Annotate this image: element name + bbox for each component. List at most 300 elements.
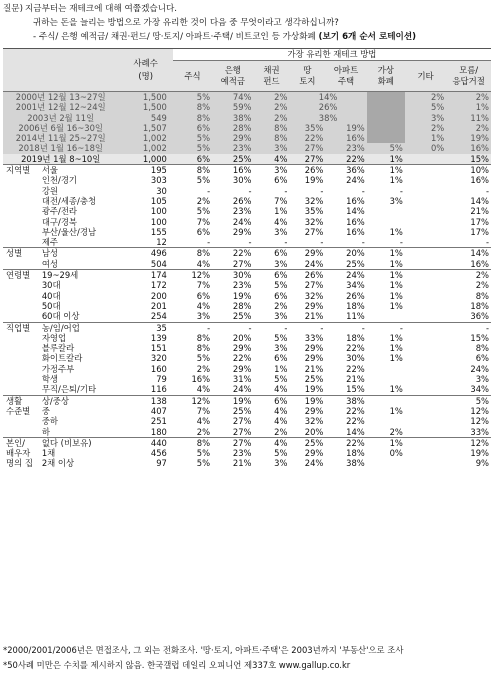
row-value: 16%	[346, 226, 365, 237]
row-value	[367, 217, 405, 227]
row-value: -	[248, 237, 252, 248]
row-value: 32%	[304, 416, 324, 427]
row-value	[405, 322, 446, 333]
past-survey-label: 2003년 2월 11일	[3, 113, 118, 123]
row-value: -	[320, 185, 324, 196]
row-sample: 79	[156, 374, 167, 385]
row-value: 2%	[475, 280, 489, 291]
current-survey-value: 1%	[367, 154, 405, 165]
row-value: 31%	[232, 374, 252, 385]
row-value: 14%	[446, 248, 491, 259]
table-row	[3, 270, 491, 281]
row-label: 광주/전라	[41, 206, 78, 217]
row-sample: 504	[150, 258, 167, 269]
row-value	[367, 374, 405, 384]
past-survey-label: 2006년 6월 16~30일	[3, 123, 118, 133]
past-survey-value: 2%	[446, 123, 491, 133]
row-value: 4%	[196, 416, 211, 427]
row-value: 7%	[274, 195, 288, 206]
row-value: 4%	[274, 384, 288, 395]
current-survey-value: 22%	[325, 154, 366, 165]
row-value: 5%	[196, 353, 211, 364]
row-value: 17%	[470, 216, 489, 227]
past-survey-value: 8%	[253, 123, 289, 133]
row-value: 24%	[304, 258, 324, 269]
footnote-2: *50사례 미만은 수치를 제시하지 않음. 한국갤럽 데일리 오피니언 제337호 www.gallup.co.kr	[3, 660, 351, 670]
row-value: 1%	[389, 405, 403, 416]
row-value: -	[361, 185, 365, 196]
header-col-6: 기타	[405, 61, 446, 92]
row-value: 3%	[475, 374, 489, 385]
row-value: 2%	[446, 270, 491, 281]
row-value: -	[289, 322, 325, 333]
past-survey-sample: 1,002	[118, 143, 172, 153]
row-value: 5%	[446, 395, 491, 406]
past-survey-value: 5%	[367, 143, 405, 153]
row-sample: 12	[156, 237, 167, 248]
row-value: -	[446, 322, 491, 333]
row-value: 29%	[289, 248, 325, 259]
row-sample: 151	[150, 343, 167, 354]
row-value	[405, 280, 446, 290]
row-value	[405, 437, 446, 448]
row-value: 3%	[274, 258, 288, 269]
row-value: -	[207, 185, 211, 196]
past-survey-value: 8%	[173, 102, 212, 112]
past-survey-value: 5%	[405, 102, 446, 112]
row-value: 5%	[196, 206, 211, 217]
row-value	[367, 395, 405, 406]
row-value: 26%	[289, 165, 325, 176]
current-survey-value: 25%	[212, 154, 253, 165]
row-value: 26%	[289, 270, 325, 281]
row-value: 11%	[346, 311, 365, 322]
row-value: 4%	[253, 437, 289, 448]
header-group-title: 가장 유리한 재테크 방법	[173, 49, 491, 61]
row-value: 3%	[274, 226, 288, 237]
past-survey-realestate: 14%	[289, 92, 366, 103]
table-row	[3, 186, 491, 196]
row-value	[405, 343, 446, 353]
row-value	[405, 384, 446, 395]
row-value: 4%	[274, 216, 288, 227]
row-value: 19%	[212, 395, 253, 406]
row-value: 1%	[389, 353, 403, 364]
table-row	[3, 437, 491, 448]
row-value	[405, 248, 446, 259]
row-value: 6%	[274, 353, 288, 364]
row-value: 1%	[274, 206, 288, 217]
row-value: 24%	[232, 384, 252, 395]
row-value: 6%	[475, 353, 489, 364]
row-sample: 160	[150, 363, 167, 374]
row-value: 1%	[389, 332, 403, 343]
row-value: 24%	[470, 363, 489, 374]
row-value: 20%	[232, 332, 252, 343]
past-survey-value: 59%	[212, 102, 253, 112]
row-value	[367, 206, 405, 216]
row-sample: 116	[150, 384, 167, 395]
row-label: 2채 이상	[41, 458, 75, 469]
question-line1: 지금부터는 재테크에 대해 여쭙겠습니다.	[24, 4, 178, 14]
row-label: 중	[41, 405, 50, 416]
current-survey-label: 2019년 1월 8~10일	[3, 154, 118, 165]
row-value: 30%	[232, 175, 252, 186]
row-value: 12%	[173, 395, 212, 406]
row-value: 1%	[367, 270, 405, 281]
past-survey-value: 35%	[289, 123, 325, 133]
header-col-1: 은행 예적금	[212, 61, 253, 92]
row-value: 4%	[196, 300, 211, 311]
row-value: 6%	[274, 290, 288, 301]
table-row	[3, 248, 491, 259]
current-survey-value: 6%	[173, 154, 212, 165]
row-label: 화이트칼라	[41, 353, 83, 364]
past-survey-row	[3, 102, 491, 112]
row-value: 19%	[304, 175, 324, 186]
row-value: 29%	[304, 353, 324, 364]
row-value: -	[325, 322, 366, 333]
row-value: 18%	[346, 448, 365, 459]
header-sample	[118, 49, 172, 92]
table-row	[3, 301, 491, 311]
row-value: 1%	[389, 280, 403, 291]
row-value	[405, 364, 446, 374]
row-value: 16%	[470, 258, 489, 269]
table-row	[3, 322, 491, 333]
group-label: 성별	[3, 248, 38, 270]
row-value: 21%	[232, 458, 252, 469]
past-survey-value: 2%	[405, 92, 446, 103]
row-value: 27%	[232, 258, 252, 269]
row-value	[405, 270, 446, 281]
header-col-2: 채권 펀드	[253, 61, 289, 92]
row-value: 5%	[196, 448, 211, 459]
row-sample: 496	[118, 248, 172, 259]
row-value: 5%	[274, 448, 288, 459]
row-label: 대구/경북	[41, 216, 78, 227]
past-survey-value: 1%	[446, 102, 491, 112]
current-survey-row	[3, 154, 491, 165]
past-survey-value: 16%	[446, 143, 491, 153]
row-value: 22%	[346, 405, 365, 416]
row-value: 26%	[346, 290, 365, 301]
row-value: 21%	[470, 206, 489, 217]
row-sample: 138	[118, 395, 172, 406]
past-survey-sample: 1,002	[118, 133, 172, 143]
table-row	[3, 343, 491, 353]
row-value: 5%	[196, 175, 211, 186]
row-value	[405, 217, 446, 227]
row-value	[367, 311, 405, 322]
row-value	[405, 237, 446, 248]
table-row	[3, 448, 491, 458]
results-table	[3, 48, 491, 469]
row-value	[405, 333, 446, 343]
row-value: 38%	[346, 458, 365, 469]
row-sample: 303	[150, 175, 167, 186]
row-label: 농/임/어업	[38, 322, 119, 333]
row-label: 60대 이상	[41, 311, 80, 322]
past-survey-value: 2%	[253, 113, 289, 123]
row-value: 22%	[346, 416, 365, 427]
row-value: 2%	[274, 300, 288, 311]
row-value: 1%	[389, 300, 403, 311]
row-value: 12%	[470, 416, 489, 427]
row-value: -	[248, 185, 252, 196]
row-label: 하	[41, 426, 50, 437]
row-value	[405, 301, 446, 311]
row-value: 7%	[196, 216, 211, 227]
past-survey-value: 27%	[289, 143, 325, 153]
past-survey-value: 8%	[253, 133, 289, 143]
table-row	[3, 416, 491, 426]
row-value: 3%	[196, 311, 211, 322]
row-value: 0%	[389, 448, 403, 459]
row-value	[405, 311, 446, 322]
row-value: 22%	[325, 437, 366, 448]
row-value: 8%	[196, 343, 211, 354]
row-label: 가정주부	[41, 363, 75, 374]
row-value: 5%	[274, 332, 288, 343]
row-value: 26%	[232, 195, 252, 206]
past-survey-row	[3, 113, 491, 123]
table-row	[3, 374, 491, 384]
past-survey-value: 19%	[325, 123, 366, 133]
row-value: -	[320, 237, 324, 248]
row-value: 1%	[367, 437, 405, 448]
row-value: 25%	[289, 437, 325, 448]
row-sample: 254	[150, 311, 167, 322]
question-line2: 귀하는 돈을 늘리는 방법으로 가장 유리한 것이 다음 중 무엇이라고 생각하십니까?	[33, 18, 339, 28]
row-value: 22%	[346, 343, 365, 354]
row-value: 12%	[446, 437, 491, 448]
row-value: 30%	[346, 353, 365, 364]
row-label: 학생	[41, 374, 59, 385]
row-label: 중하	[41, 416, 59, 427]
row-value: 16%	[346, 216, 365, 227]
row-value: 29%	[304, 448, 324, 459]
row-value: 1%	[389, 175, 403, 186]
row-value: 21%	[304, 363, 324, 374]
past-survey-value: 2%	[446, 92, 491, 103]
row-value: 29%	[232, 226, 252, 237]
row-value: 24%	[304, 458, 324, 469]
past-survey-value: 2%	[253, 102, 289, 112]
past-survey-value: 5%	[173, 133, 212, 143]
row-value: 14%	[346, 206, 365, 217]
current-survey-sample: 1,000	[118, 154, 172, 165]
row-value: 20%	[304, 426, 324, 437]
row-value: 16%	[191, 374, 211, 385]
row-value: 3%	[274, 458, 288, 469]
table-row	[3, 237, 491, 248]
table-row	[3, 427, 491, 438]
row-value: 8%	[196, 332, 211, 343]
table-row	[3, 280, 491, 290]
table-row	[3, 364, 491, 374]
row-value	[405, 227, 446, 237]
row-value	[405, 291, 446, 301]
table-row	[3, 311, 491, 322]
row-value	[367, 364, 405, 374]
row-value: 27%	[304, 280, 324, 291]
row-sample: 155	[150, 226, 167, 237]
row-value	[405, 175, 446, 185]
row-value	[405, 186, 446, 196]
row-sample: 174	[118, 270, 172, 281]
table-row	[3, 165, 491, 176]
header-sample-label: 사례수 (명)	[133, 58, 158, 81]
row-value: 2%	[196, 195, 211, 206]
row-label: 무직/은퇴/기타	[41, 384, 97, 395]
row-value: 19%	[470, 448, 489, 459]
row-label: 서울	[38, 165, 119, 176]
row-value: 19%	[304, 384, 324, 395]
current-survey-value: 27%	[289, 154, 325, 165]
row-sample: 100	[150, 216, 167, 227]
row-value: 29%	[304, 343, 324, 354]
past-survey-value: 0%	[405, 143, 446, 153]
row-value: 38%	[325, 395, 366, 406]
past-survey-sample: 1,500	[118, 92, 172, 103]
row-value: -	[284, 237, 288, 248]
row-value: 27%	[232, 416, 252, 427]
row-value	[367, 458, 405, 468]
row-value: 29%	[304, 300, 324, 311]
row-value: 24%	[346, 175, 365, 186]
row-value	[405, 395, 446, 406]
row-value: 4%	[274, 416, 288, 427]
row-sample: 180	[150, 426, 167, 437]
group-label: 지역별	[3, 165, 38, 248]
row-value: 8%	[173, 248, 212, 259]
row-value: 8%	[475, 290, 489, 301]
row-value	[405, 427, 446, 438]
row-value: -	[212, 322, 253, 333]
past-survey-label: 2014년 11월 25~27일	[3, 133, 118, 143]
row-value: 1%	[367, 165, 405, 176]
past-survey-sample: 549	[118, 113, 172, 123]
row-value: 5%	[274, 374, 288, 385]
past-survey-value: 74%	[212, 92, 253, 103]
row-value: 17%	[470, 226, 489, 237]
row-value: -	[485, 237, 489, 248]
past-survey-row	[3, 143, 491, 153]
row-value: 1%	[389, 290, 403, 301]
crypto-not-surveyed-block	[367, 92, 405, 144]
row-sample: 139	[150, 332, 167, 343]
past-survey-value: 28%	[212, 123, 253, 133]
row-value: 4%	[196, 258, 211, 269]
past-survey-value: 23%	[325, 143, 366, 153]
past-survey-sample: 1,507	[118, 123, 172, 133]
group-label: 직업별	[3, 322, 38, 395]
row-value: 32%	[304, 216, 324, 227]
past-survey-value: 6%	[173, 123, 212, 133]
table-row	[3, 384, 491, 395]
table-row	[3, 353, 491, 363]
row-value: 15%	[346, 384, 365, 395]
row-sample: 320	[150, 353, 167, 364]
row-value: 7%	[196, 280, 211, 291]
row-label: 여성	[41, 258, 59, 269]
row-sample: 172	[150, 280, 167, 291]
past-survey-value: 8%	[173, 113, 212, 123]
row-value: 6%	[196, 226, 211, 237]
row-value: 6%	[274, 175, 288, 186]
row-value: 1%	[389, 343, 403, 354]
row-label: 1채	[41, 448, 56, 459]
row-value: 14%	[470, 195, 489, 206]
row-value: 4%	[196, 384, 211, 395]
current-survey-value: 15%	[446, 154, 491, 165]
header-col-3: 땅 토지	[289, 61, 325, 92]
past-survey-value: 38%	[212, 113, 253, 123]
row-label: 50대	[41, 300, 61, 311]
row-sample: 35	[118, 322, 172, 333]
row-value: 21%	[304, 311, 324, 322]
row-value	[405, 259, 446, 270]
row-value: 10%	[446, 165, 491, 176]
row-value: -	[173, 322, 212, 333]
row-label: 강원	[41, 185, 59, 196]
group-label: 본인/ 배우자 명의 집	[3, 437, 38, 468]
row-label: 블루칼라	[41, 343, 75, 354]
row-sample: 456	[150, 448, 167, 459]
row-value: 3%	[389, 195, 403, 206]
row-value: 19%	[232, 290, 252, 301]
row-label: 인천/경기	[41, 175, 78, 186]
row-value: 2%	[196, 363, 211, 374]
header-col-7: 모름/ 응답거절	[446, 61, 491, 92]
question-tag: 질문)	[3, 4, 23, 14]
table-row	[3, 217, 491, 227]
row-value: 19%	[289, 395, 325, 406]
past-survey-value: 5%	[173, 143, 212, 153]
past-survey-sample: 1,500	[118, 102, 172, 112]
row-value: 34%	[470, 384, 489, 395]
table-row	[3, 206, 491, 216]
row-label: 40대	[41, 290, 61, 301]
row-label: 제주	[41, 237, 59, 248]
row-value: 28%	[232, 300, 252, 311]
row-value: 18%	[470, 300, 489, 311]
row-value: 12%	[173, 270, 212, 281]
row-value: 16%	[470, 175, 489, 186]
row-value: 12%	[470, 405, 489, 416]
row-value: 22%	[232, 353, 252, 364]
table-row	[3, 196, 491, 206]
question-rotation-note: (보기 6개 순서 로테이션)	[318, 32, 417, 42]
past-survey-label: 2018년 1월 16~18일	[3, 143, 118, 153]
question-block	[3, 2, 491, 44]
past-survey-value: 11%	[446, 113, 491, 123]
past-survey-value: 22%	[289, 133, 325, 143]
row-value: 9%	[475, 458, 489, 469]
row-sample: 200	[150, 290, 167, 301]
row-value: 16%	[346, 195, 365, 206]
row-label: 남성	[38, 248, 119, 259]
current-survey-value	[405, 154, 446, 165]
row-value: -	[284, 185, 288, 196]
row-value: 2%	[274, 426, 288, 437]
row-value: 8%	[173, 165, 212, 176]
row-value: -	[207, 237, 211, 248]
row-value: 24%	[325, 270, 366, 281]
past-survey-row	[3, 123, 491, 133]
past-survey-label: 2000년 12월 13~27일	[3, 92, 118, 103]
